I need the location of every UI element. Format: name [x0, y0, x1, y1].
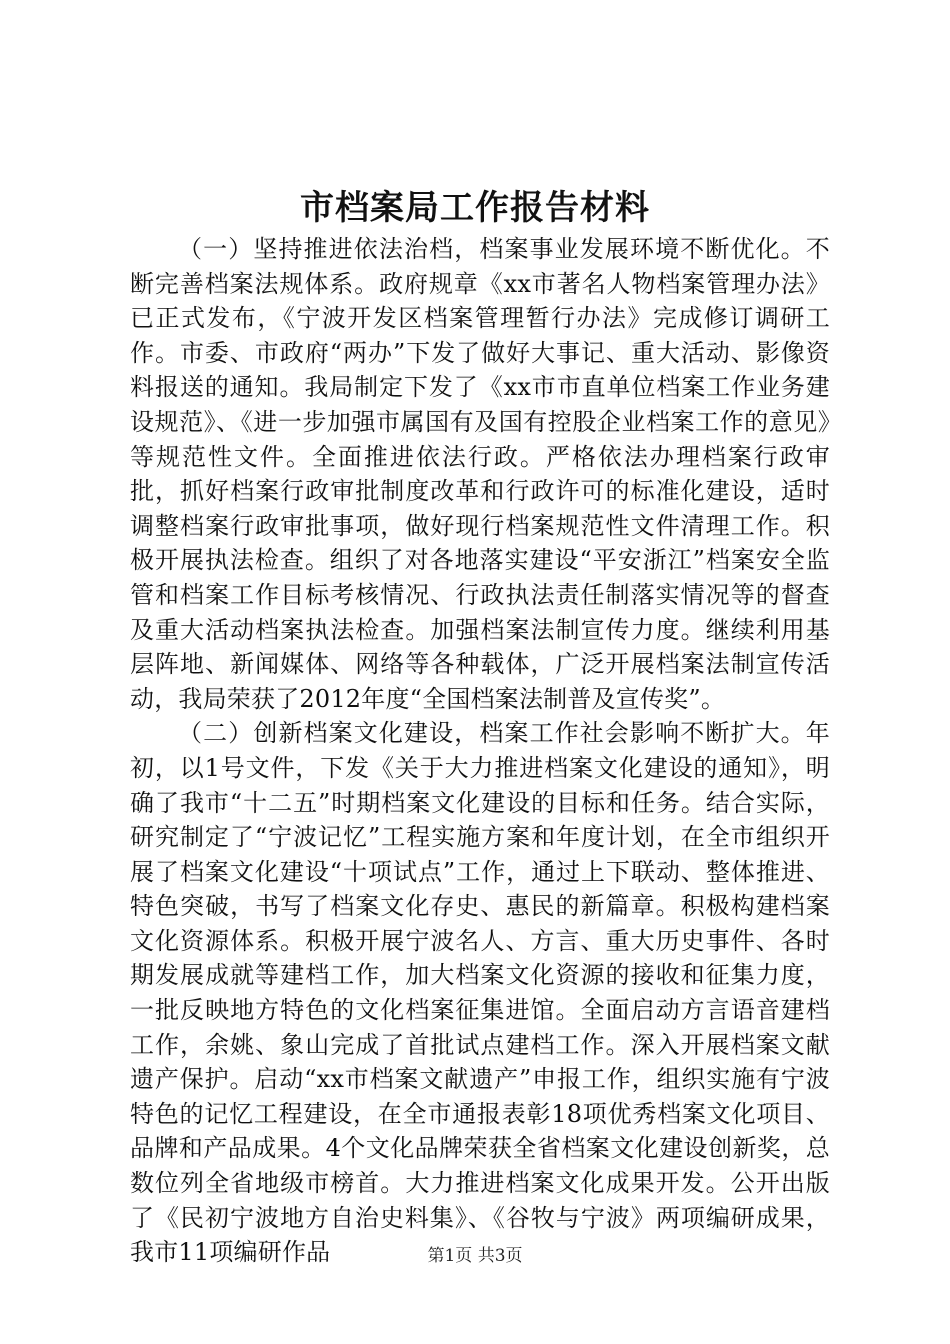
paragraph-1: （一）坚持推进依法治档，档案事业发展环境不断优化。不断完善档案法规体系。政府规章《xx市著名人物档案管理办法》已正式发布，《宁波开发区档案管理暂行办法》完成修订调研工作。市委、市政府“两办”下发了做好大事记、重大活动、影像资料报送的通知。我局制定下发了《xx市市直单位档案工作业务建设规范》、《进一步加强市属国有及国有控股企业档案工作的意见》等规范性文件。全面推进依法行政。严格依法办理档案行政审批，抓好档案行政审批制度改革和行政许可的标准化建设，适时调整档案行政审批事项，做好现行档案规范性文件清理工作。积极开展执法检查。组织了对各地落实建设“平安浙江”档案安全监管和档案工作目标考核情况、行政执法责任制落实情况等的督查及重大活动档案执法检查。加强档案法制宣传力度。继续利用基层阵地、新闻媒体、网络等各种载体，广泛开展档案法制宣传活动，我局荣获了2012年度“全国档案法制普及宣传奖”。: [130, 235, 830, 713]
document-body: [130, 232, 830, 1270]
paragraph-2: （二）创新档案文化建设，档案工作社会影响不断扩大。年初，以1号文件，下发《关于大力推进档案文化建设的通知》，明确了我市“十二五”时期档案文化建设的目标和任务。结合实际，研究制定了“宁波记忆”工程实施方案和年度计划，在全市组织开展了档案文化建设“十项试点”工作，通过上下联动、整体推进、特色突破，书写了档案文化存史、惠民的新篇章。积极构建档案文化资源体系。积极开展宁波名人、方言、重大历史事件、各时期发展成就等建档工作，加大档案文化资源的接收和征集力度，一批反映地方特色的文化档案征集进馆。全面启动方言语音建档工作，余姚、象山完成了首批试点建档工作。深入开展档案文献遗产保护。启动“xx市档案文献遗产”申报工作，组织实施有宁波特色的记忆工程建设，在全市通报表彰18项优秀档案文化项目、品牌和产品成果。4个文化品牌荣获全省档案文化建设创新奖，总数位列全省地级市榜首。大力推进档案文化成果开发。公开出版了《民初宁波地方自治史料集》、《谷牧与宁波》两项编研成果，我市11项编研作品: [130, 719, 830, 1267]
page-footer: 第1页 共3页: [427, 1246, 523, 1266]
document-title: 市档案局工作报告材料: [300, 188, 650, 228]
